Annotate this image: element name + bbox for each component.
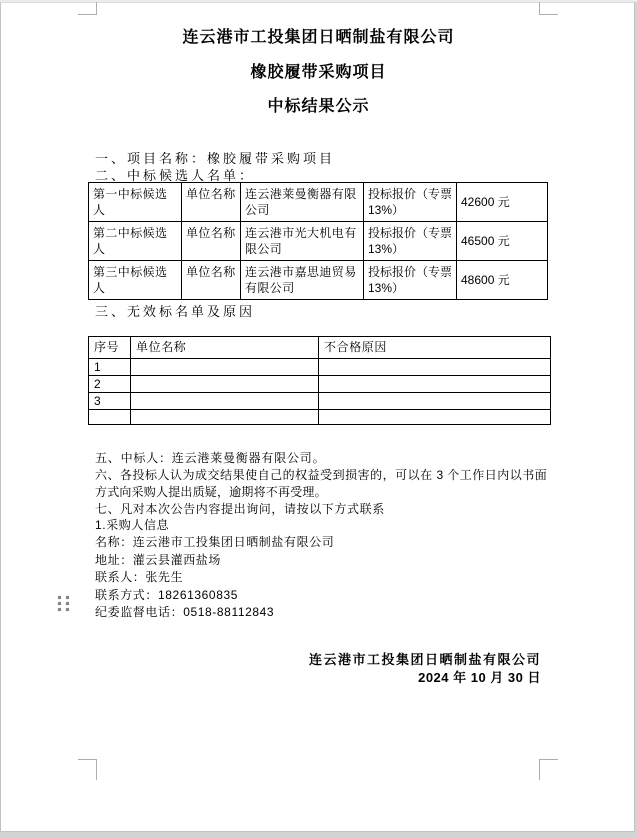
- purchaser-info-block: [95, 517, 334, 621]
- candidate-rank-cell: 第二中标候选人: [89, 222, 182, 261]
- text-boundary-mark-bottom-right: [539, 759, 558, 780]
- text-boundary-mark-top-left: [78, 2, 97, 15]
- header-不合格原因: 不合格原因: [319, 337, 551, 359]
- candidate-row: [89, 261, 548, 300]
- purchaser-address: 地址：灌云县灌西盐场: [95, 552, 222, 567]
- unit-cell: [131, 376, 319, 393]
- unit-label-cell: 单位名称: [182, 222, 241, 261]
- text-boundary-mark-bottom-left: [78, 759, 97, 780]
- drag-handle-icon[interactable]: [58, 596, 69, 611]
- bid-price-cell: 46500 元: [457, 222, 548, 261]
- reason-cell: [319, 359, 551, 376]
- title-project: 橡胶履带采购项目: [250, 64, 387, 81]
- unit-cell: [131, 393, 319, 410]
- supervision-phone: 纪委监督电话：0518-88112843: [95, 604, 275, 619]
- purchaser-info-heading: 1.采购人信息: [95, 518, 170, 532]
- unit-cell: [131, 359, 319, 376]
- company-name-cell: 连云港莱曼衡器有限公司: [241, 183, 364, 222]
- section-5-winner: 五、中标人：连云港莱曼衡器有限公司。: [95, 451, 326, 465]
- unit-label-cell: 单位名称: [182, 183, 241, 222]
- bid-label-cell: 投标报价（专票13%）: [364, 261, 457, 300]
- index-cell: 2: [89, 376, 131, 393]
- candidate-rank-cell: 第三中标候选人: [89, 261, 182, 300]
- unit-cell: [131, 410, 319, 425]
- title-company: 连云港市工投集团日晒制盐有限公司: [182, 29, 455, 46]
- reason-cell: [319, 376, 551, 393]
- index-cell: 3: [89, 393, 131, 410]
- purchaser-contact-person: 联系人：张先生: [95, 570, 184, 585]
- bid-price-cell: 42600 元: [457, 183, 548, 222]
- text-boundary-mark-top-right: [539, 2, 558, 15]
- reason-cell: [319, 410, 551, 425]
- candidate-row: [89, 183, 548, 222]
- invalid-table-header-row: [89, 337, 551, 359]
- section-1-project-name: 一、项目名称：橡胶履带采购项目: [95, 151, 336, 166]
- invalid-table-row: [89, 359, 551, 376]
- candidate-row: [89, 222, 548, 261]
- purchaser-name: 名称：连云港市工投集团日晒制盐有限公司: [95, 535, 335, 550]
- candidate-rank-cell: 第一中标候选人: [89, 183, 182, 222]
- invalid-table-row: [89, 376, 551, 393]
- reason-cell: [319, 393, 551, 410]
- signature-date: 2024 年 10 月 30 日: [418, 670, 541, 685]
- index-cell: 1: [89, 359, 131, 376]
- invalid-table-row: [89, 393, 551, 410]
- section-6-objection-notice: 六、各投标人认为成交结果使自己的权益受到损害的，可以在 3 个工作日内以书面方式向采购人提出质疑，逾期将不再受理。: [95, 468, 547, 499]
- candidates-table: [88, 182, 548, 300]
- invalid-table-row: [89, 410, 551, 425]
- company-name-cell: 连云港市嘉思迪贸易有限公司: [241, 261, 364, 300]
- title-announcement: 中标结果公示: [267, 98, 370, 115]
- section-2-candidates: 二、中标候选人名单：: [95, 168, 256, 183]
- bid-label-cell: 投标报价（专票13%）: [364, 222, 457, 261]
- header-单位名称: 单位名称: [131, 337, 319, 359]
- company-name-cell: 连云港市光大机电有限公司: [241, 222, 364, 261]
- section-3-invalid-bids: 三、无效标名单及原因: [95, 304, 256, 319]
- invalid-bids-table: [88, 336, 551, 425]
- bid-price-cell: 48600 元: [457, 261, 548, 300]
- signature-company: 连云港市工投集团日晒制盐有限公司: [308, 652, 541, 667]
- index-cell: [89, 410, 131, 425]
- header-序号: 序号: [89, 337, 131, 359]
- bid-label-cell: 投标报价（专票13%）: [364, 183, 457, 222]
- purchaser-phone: 联系方式：18261360835: [95, 587, 239, 602]
- section-7-contact-intro: 七、凡对本次公告内容提出询问，请按以下方式联系: [95, 502, 385, 516]
- unit-label-cell: 单位名称: [182, 261, 241, 300]
